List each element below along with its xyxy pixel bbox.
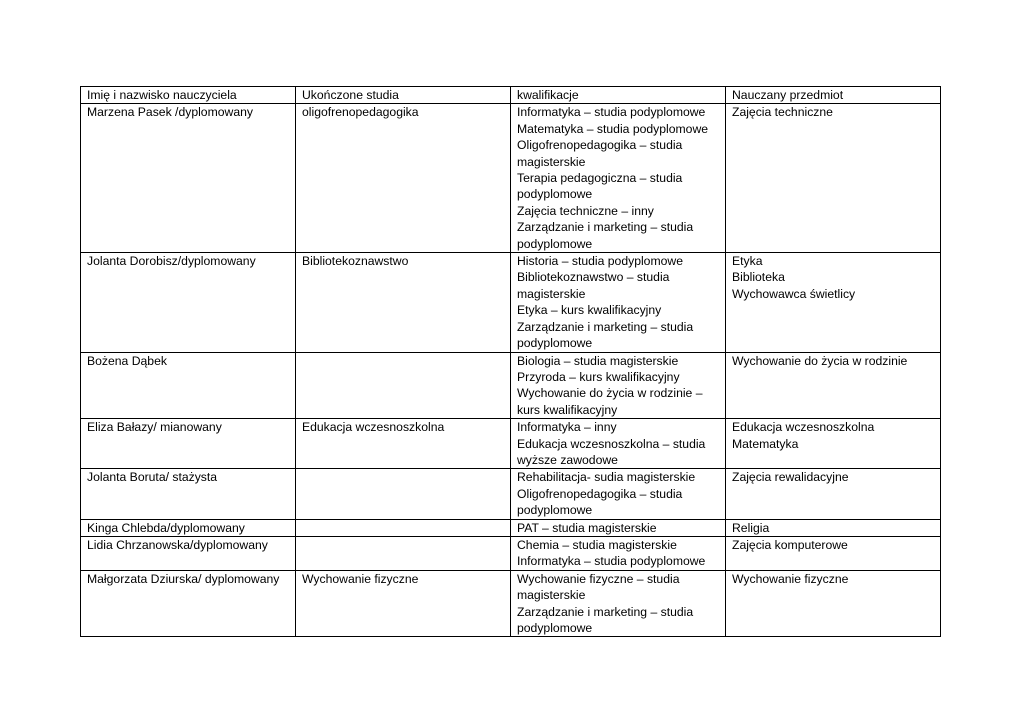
teachers-table	[80, 86, 941, 637]
qualification-item: Etyka – kurs kwalifikacyjny	[517, 303, 662, 318]
header-teacher-name: Imię i nazwisko nauczyciela	[81, 87, 296, 104]
subject-item: Wychowawca świetlicy	[732, 286, 856, 301]
qualification-item: Oligofrenopedagogika – studia magisterskie	[517, 138, 683, 169]
qualification-item: Wychowanie fizyczne – studia magisterskie	[517, 571, 680, 603]
table-row	[81, 104, 941, 253]
subject-cell	[726, 104, 941, 253]
teacher-name-cell: Jolanta Dorobisz/dyplomowany	[81, 253, 296, 352]
studies-cell	[296, 519, 511, 536]
studies-cell: Bibliotekoznawstwo	[296, 253, 511, 352]
qualification-item: PAT – studia magisterskie	[517, 520, 657, 535]
qualification-item: Zajęcia techniczne – inny	[517, 203, 654, 218]
teacher-name-cell: Kinga Chlebda/dyplomowany	[81, 519, 296, 536]
qualifications-cell	[511, 419, 726, 469]
table-row	[81, 519, 941, 536]
qualifications-cell	[511, 570, 726, 637]
qualification-item: Chemia – studia magisterskie	[517, 537, 677, 552]
subject-item: Biblioteka	[732, 270, 785, 285]
subject-cell	[726, 469, 941, 519]
subject-item: Zajęcia komputerowe	[732, 537, 848, 552]
subject-cell	[726, 536, 941, 570]
qualification-item: Informatyka – studia podyplomowe	[517, 554, 706, 569]
table-row	[81, 570, 941, 637]
subject-cell	[726, 519, 941, 536]
teacher-name-cell: Lidia Chrzanowska/dyplomowany	[81, 536, 296, 570]
subject-cell	[726, 352, 941, 419]
subject-item: Wychowanie do życia w rodzinie	[732, 353, 908, 368]
qualification-item: Wychowanie do życia w rodzinie – kurs kwalifikacyjny	[517, 386, 703, 417]
qualification-item: Zarządzanie i marketing – studia podyplomowe	[517, 220, 694, 251]
studies-cell	[296, 352, 511, 419]
teacher-name-cell: Marzena Pasek /dyplomowany	[81, 104, 296, 253]
table-row	[81, 469, 941, 519]
qualifications-cell	[511, 253, 726, 352]
qualification-item: Biologia – studia magisterskie	[517, 353, 679, 368]
qualification-item: Informatyka – inny	[517, 420, 617, 435]
qualifications-cell	[511, 352, 726, 419]
qualifications-cell	[511, 536, 726, 570]
qualification-item: Matematyka – studia podyplomowe	[517, 121, 709, 136]
subject-cell	[726, 570, 941, 637]
studies-cell: Wychowanie fizyczne	[296, 570, 511, 637]
qualification-item: Terapia pedagogiczna – studia podyplomowe	[517, 171, 683, 202]
qualification-item: Rehabilitacja- sudia magisterskie	[517, 470, 696, 485]
studies-cell	[296, 469, 511, 519]
teacher-name-cell: Bożena Dąbek	[81, 352, 296, 419]
table-body	[81, 104, 941, 637]
subject-item: Matematyka	[732, 436, 799, 451]
subject-item: Wychowanie fizyczne	[732, 571, 849, 586]
qualification-item: Zarządzanie i marketing – studia podyplomowe	[517, 604, 694, 635]
subject-cell	[726, 253, 941, 352]
teacher-name-cell: Eliza Bałazy/ mianowany	[81, 419, 296, 469]
subject-item: Edukacja wczesnoszkolna	[732, 420, 875, 435]
qualifications-cell	[511, 104, 726, 253]
table-row	[81, 536, 941, 570]
studies-cell	[296, 536, 511, 570]
table-row	[81, 352, 941, 419]
table-row	[81, 419, 941, 469]
qualification-item: Historia – studia podyplomowe	[517, 254, 683, 269]
subject-cell	[726, 419, 941, 469]
teacher-name-cell: Małgorzata Dziurska/ dyplomowany	[81, 570, 296, 637]
qualification-item: Przyroda – kurs kwalifikacyjny	[517, 369, 680, 384]
subject-item: Zajęcia techniczne	[732, 105, 833, 120]
header-studies: Ukończone studia	[296, 87, 511, 104]
table-row	[81, 253, 941, 352]
studies-cell: Edukacja wczesnoszkolna	[296, 419, 511, 469]
qualification-item: Informatyka – studia podyplomowe	[517, 105, 706, 120]
subject-item: Zajęcia rewalidacyjne	[732, 470, 849, 485]
qualifications-cell	[511, 519, 726, 536]
qualification-item: Zarządzanie i marketing – studia podyplomowe	[517, 319, 694, 351]
subject-item: Religia	[732, 520, 770, 535]
table-header-row	[81, 87, 941, 104]
qualification-item: Oligofrenopedagogika – studia podyplomowe	[517, 486, 683, 518]
qualifications-cell	[511, 469, 726, 519]
qualification-item: Edukacja wczesnoszkolna – studia wyższe zawodowe	[517, 436, 706, 467]
studies-cell: oligofrenopedagogika	[296, 104, 511, 253]
teacher-name-cell: Jolanta Boruta/ stażysta	[81, 469, 296, 519]
subject-item: Etyka	[732, 254, 763, 269]
qualification-item: Bibliotekoznawstwo – studia magisterskie	[517, 270, 670, 301]
header-subject: Nauczany przedmiot	[726, 87, 941, 104]
header-qualifications: kwalifikacje	[511, 87, 726, 104]
